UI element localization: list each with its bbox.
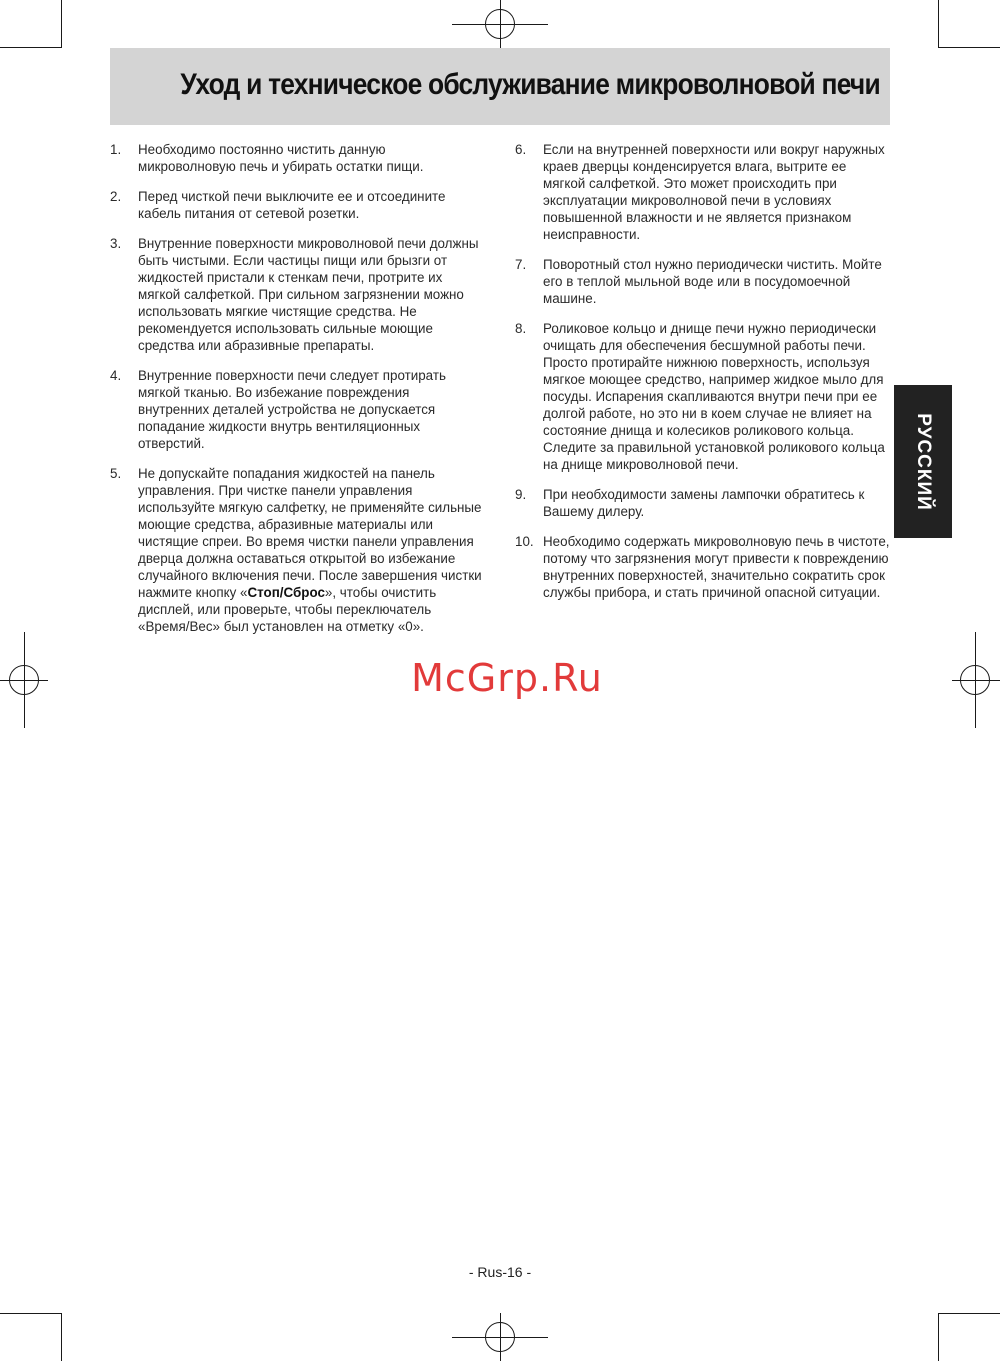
item-text-before: Не допускайте попадания жидкостей на панель управления. При чистке панели управления используйте мягкую салфетку, не применяйте сильные моющие средства, абразивные материалы или чистящие спреи. Во время чистки панели управления дверца должна оставаться открытой во избежание случайного включения печи. После завершения чистки нажмите кнопку «: [138, 466, 482, 600]
left-column: [110, 141, 482, 648]
item-number: 7.: [515, 257, 527, 272]
language-tab-label: РУССКИЙ: [913, 412, 934, 511]
language-tab: [894, 385, 952, 538]
list-item: [110, 235, 482, 354]
item-number: 5.: [110, 466, 122, 481]
item-text: Внутренние поверхности микроволновой печи должны быть чистыми. Если частицы пищи или брызги от жидкостей пристали к стенкам печи, протрите их мягкой салфеткой. При сильном загрязнении можно использовать мягкие чистящие средства. Не рекомендуется использовать сильные моющие средства или абразивные препараты.: [138, 236, 479, 353]
list-item: [515, 256, 890, 307]
page-number: - Rus-16 -: [468, 1264, 532, 1280]
item-text: Перед чисткой печи выключите ее и отсоедините кабель питания от сетевой розетки.: [138, 189, 446, 221]
item-text: [138, 466, 482, 634]
item-number: 3.: [110, 236, 122, 251]
item-text: Необходимо содержать микроволновую печь в чистоте, потому что загрязнения могут привести к повреждению внутренних поверхностей, значительно сократить срок службы прибора, и стать причиной опасной ситуации.: [543, 534, 890, 600]
item-number: 8.: [515, 321, 527, 336]
list-item: [515, 141, 890, 243]
item-number: 10.: [515, 534, 534, 549]
right-column: [515, 141, 890, 614]
page-title: Уход и техническое обслуживание микроволновой печи: [180, 68, 880, 101]
list-item: [110, 141, 482, 175]
item-text: Если на внутренней поверхности или вокруг наружных краев дверцы конденсируется влага, вытрите ее мягкой салфеткой. Это может происходить при эксплуатации микроволновой печи в условиях повышенной влажности и не является признаком неисправности.: [543, 142, 885, 242]
item-text: Поворотный стол нужно периодически чистить. Мойте его в теплой мыльной воде или в посудомоечной машине.: [543, 257, 882, 306]
list-item: [110, 367, 482, 452]
item-number: 2.: [110, 189, 122, 204]
list-item: [515, 533, 890, 601]
list-item: [515, 320, 890, 473]
item-number: 1.: [110, 142, 122, 157]
item-text: При необходимости замены лампочки обратитесь к Вашему дилеру.: [543, 487, 865, 519]
list-item: [110, 188, 482, 222]
item-text-after: », чтобы очистить дисплей, или проверьте, чтобы переключатель «Время/Вес» был установлен на отметку «0».: [138, 585, 437, 634]
item-number: 9.: [515, 487, 527, 502]
stop-reset-label: Стоп/Сброс: [247, 585, 325, 600]
watermark: McGrp.Ru: [411, 656, 603, 700]
title-band: [110, 48, 890, 125]
list-item: [515, 486, 890, 520]
item-text: Внутренние поверхности печи следует протирать мягкой тканью. Во избежание повреждения внутренних деталей устройства не допускается попадание жидкости внутрь вентиляционных отверстий.: [138, 368, 446, 451]
item-text: Роликовое кольцо и днище печи нужно периодически очищать для обеспечения бесшумной работы печи. Просто протирайте нижнюю поверхность, используя мягкое моющее средство, например жидкое мыло для посуды. Испарения скапливаются внутри печи при ее долгой работе, но это ни в коем случае не влияет на состояние днища и колесиков роликового кольца. Следите за правильной установкой роликового кольца на днище микроволновой печи.: [543, 321, 885, 472]
item-text: Необходимо постоянно чистить данную микроволновую печь и убирать остатки пищи.: [138, 142, 424, 174]
item-number: 6.: [515, 142, 527, 157]
item-number: 4.: [110, 368, 122, 383]
list-item: [110, 465, 482, 635]
